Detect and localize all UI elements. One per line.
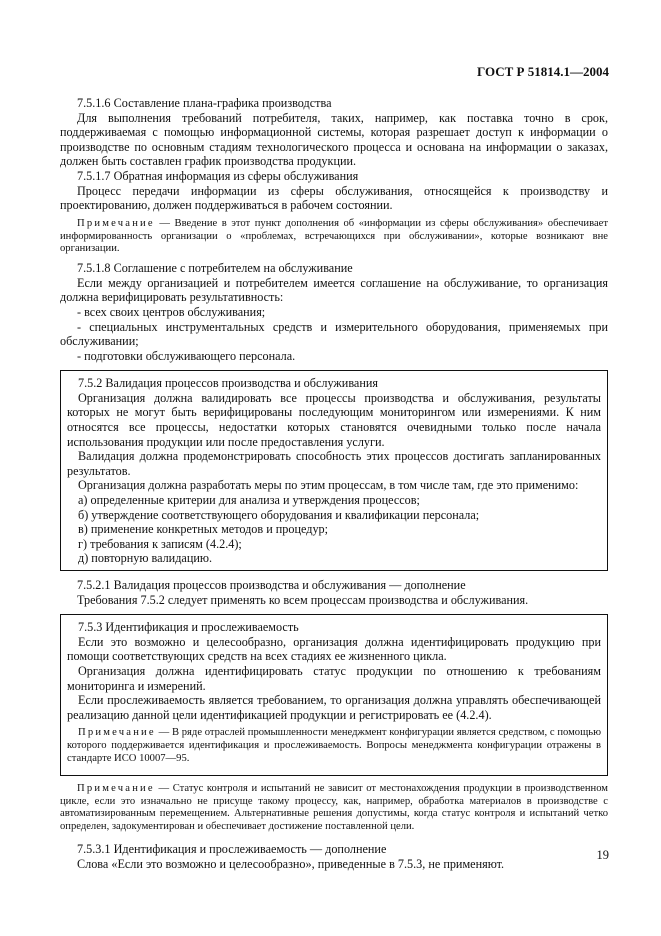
list-item: - всех своих центров обслуживания; [77,304,266,319]
list-item: г) требования к записям (4.2.4); [78,536,242,551]
note-text: — Введение в этот пункт дополнения об «информации из сферы обслуживания» обеспечивает информированность организации о «проблемах, встречающихся при обслуживании», которые возникают вне организации. [60,217,608,255]
boxed-section-753 [60,614,608,776]
section-title-7518: 7.5.1.8 Соглашение с потребителем на обслуживание [77,261,353,276]
list-item: а) определенные критерии для анализа и утверждения процессов; [78,493,420,508]
note [67,727,601,765]
list-item: д) повторную валидацию. [78,551,213,566]
document-code-header: ГОСТ Р 51814.1—2004 [477,64,609,79]
paragraph: Если прослеживаемость является требованием, то организация должна управлять обеспечивающей реализацию данной цели идентификацией продукции и регистрировать ее (4.2.4). [67,693,601,722]
note-label: Примечание [78,727,156,739]
section-title-752: 7.5.2 Валидация процессов производства и обслуживания [78,376,378,391]
paragraph: Если это возможно и целесообразно, организация должна идентифицировать продукцию при помощи соответствующих средств на всех стадиях ее жизненного цикла. [67,634,601,664]
list-item: б) утверждение соответствующего оборудования и квалификации персонала; [78,507,480,522]
paragraph: Слова «Если это возможно и целесообразно», приведенные в 7.5.3, не применяют. [77,856,505,871]
paragraph: Если между организацией и потребителем имеется соглашение на обслуживание, то организация должна верифицировать результативность: [60,275,608,305]
paragraph: Процесс передачи информации из сферы обслуживания, относящейся к производству и проектированию, должен поддерживаться в рабочем состоянии. [60,183,608,213]
section-title-753: 7.5.3 Идентификация и прослеживаемость [78,620,299,635]
section-title-7516: 7.5.1.6 Составление плана-графика производства [77,96,332,110]
note [60,783,608,834]
note-text: — В ряде отраслей промышленности менеджмент конфигурации является средством, с помощью которого поддерживается идентификация и прослеживаемость. Вопросы менеджмента конфигурации отражены в стандарте ИСО 10007—95. [67,727,601,764]
boxed-section-752 [60,370,608,571]
paragraph: Организация должна валидировать все процессы производства и обслуживания, результаты которых не могут быть верифицированы последующим мониторингом или измерениями. К ним относятся все процессы, недостатки которых становятся очевидными только после начала использования продукции или после предоставления услуги. [67,390,601,449]
paragraph: Для выполнения требований потребителя, таких, например, как поставка точно в срок, поддерживаемая с помощью информационной системы, которая разрешает доступ к информации о производстве по основным стадиям технологического процесса и основана на информации о заказах, должен быть составлен график производства продукции. [60,110,608,169]
section-title-7517: 7.5.1.7 Обратная информация из сферы обслуживания [77,168,359,183]
paragraph: Организация должна разработать меры по этим процессам, в том числе там, где это применимо: [78,478,579,493]
note-text: — Статус контроля и испытаний не зависит от местонахождения продукции в производственном цикле, если это изначально не присуще такому процессу, как, например, обработка материалов в производстве с автоматизированным перемещением. Альтернативные решения допустимы, когда статус контроля и испытаний четко определен, задокументирован и обеспечивает достижение поставленной цели. [60,782,608,833]
list-item: - подготовки обслуживающего персонала. [77,348,296,363]
note-label: Примечание [77,782,155,794]
paragraph: Требования 7.5.2 следует применять ко всем процессам производства и обслуживания. [77,592,529,607]
note [60,218,608,256]
list-item: - специальных инструментальных средств и измерительного оборудования, применяемых при обслуживании; [60,319,608,349]
section-title-7531: 7.5.3.1 Идентификация и прослеживаемость — дополнение [77,841,387,856]
section-title-7521: 7.5.2.1 Валидация процессов производства и обслуживания — дополнение [77,578,466,593]
page-content [60,96,608,871]
page-number: 19 [596,848,609,862]
paragraph: Организация должна идентифицировать статус продукции по отношению к требованиям мониторинга и измерений. [67,663,601,693]
note-label: Примечание [77,217,155,229]
list-item: в) применение конкретных методов и процедур; [78,522,329,537]
paragraph: Валидация должна продемонстрировать способность этих процессов достигать запланированных результатов. [67,449,601,478]
